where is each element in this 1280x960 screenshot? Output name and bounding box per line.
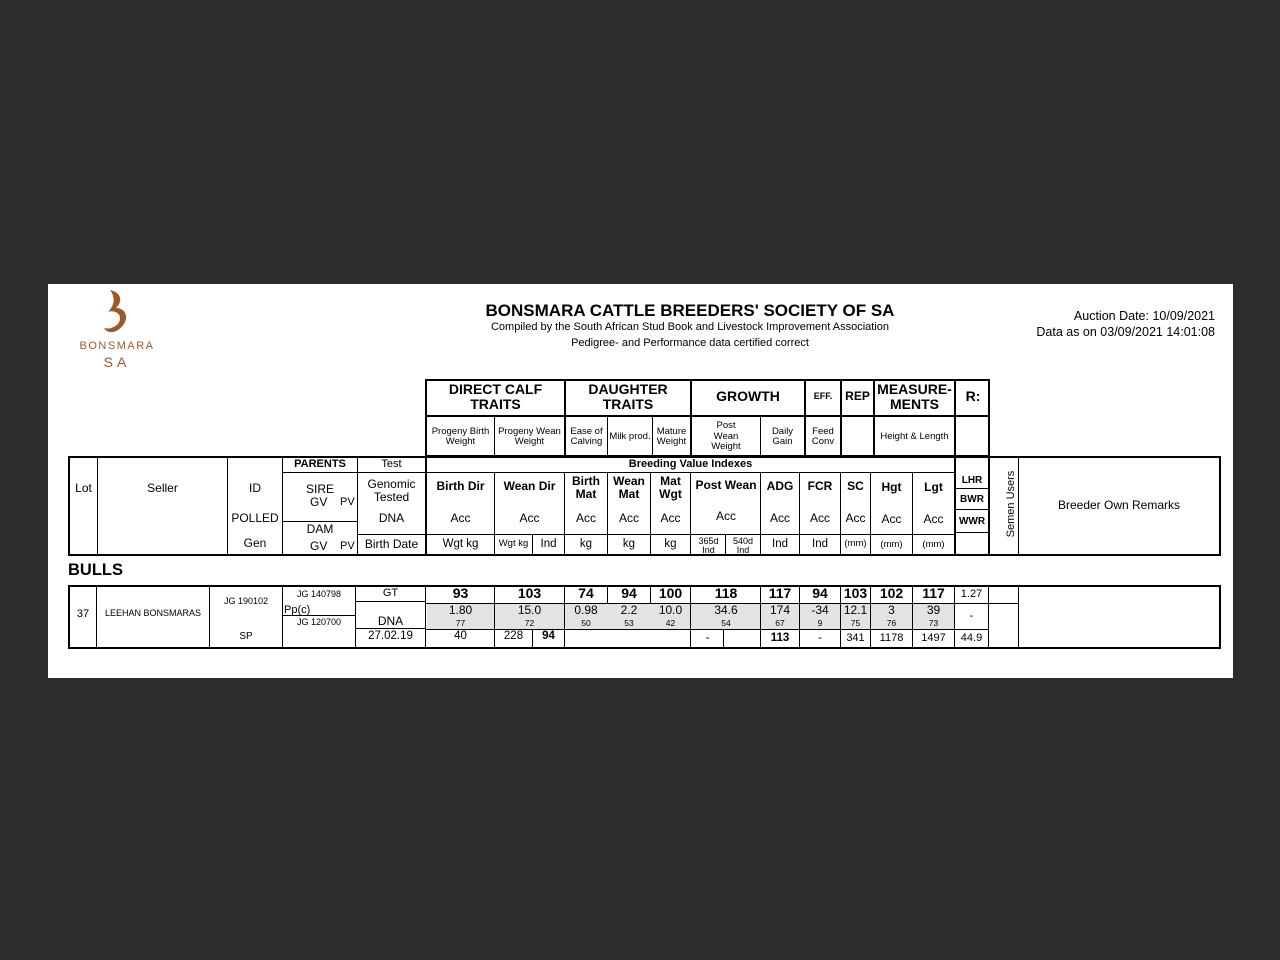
col-dna: DNA	[378, 511, 405, 526]
acc-post-wean: Acc	[715, 509, 736, 524]
col-parents: PARENTS	[294, 457, 346, 470]
phen-hgt: 1178	[879, 631, 904, 644]
unit-mat-wgt: kg	[664, 538, 677, 551]
phen-365d: -	[705, 631, 710, 644]
col-remarks: Breeder Own Remarks	[1057, 498, 1181, 513]
sub-mature-weight: Mature Weight	[656, 425, 687, 447]
ebv-lhr: 1.27	[960, 587, 983, 600]
bv-adg: 174	[769, 603, 791, 618]
col-wwr: WWR	[958, 515, 986, 527]
accv-wean-dir: 72	[524, 617, 535, 628]
catalogue-sheet	[48, 284, 1233, 678]
group-direct-calf: DIRECT CALF TRAITS	[448, 380, 543, 412]
unit-sc-mm: (mm)	[844, 538, 867, 550]
unit-adg-ind: Ind	[772, 538, 788, 551]
accv-adg: 67	[775, 617, 785, 628]
accv-sc: 75	[850, 617, 861, 628]
col-dam: DAM	[306, 522, 334, 537]
row-birth-date: 27.02.19	[368, 630, 413, 643]
unit-540d: 540d Ind	[732, 535, 754, 555]
unit-wean-wgt: Wgt kg	[498, 538, 529, 550]
page-title: BONSMARA CATTLE BREEDERS' SOCIETY OF SA	[485, 301, 895, 320]
col-wean-mat: Wean Mat	[613, 473, 645, 501]
group-eff: EFF.	[813, 391, 833, 402]
unit-365d: 365d Ind	[698, 535, 719, 555]
accv-mat-wgt: 42	[665, 617, 676, 628]
subtitle-1: Compiled by the South African Stud Book and Livestock Improvement Association	[490, 321, 890, 333]
bv-wean-mat: 2.2	[620, 603, 638, 618]
logo-sa-text: SA	[103, 354, 131, 370]
bv-wean-dir: 15.0	[517, 603, 542, 618]
col-birth-dir: Birth Dir	[436, 479, 485, 494]
col-mat-wgt: Mat Wgt	[659, 473, 682, 501]
col-bwr: BWR	[960, 493, 984, 505]
breeding-value-indexes: Breeding Value Indexes	[628, 457, 753, 470]
acc-hgt: Acc	[881, 512, 902, 527]
accv-fcr: 9	[817, 617, 823, 628]
col-sc: SC	[847, 479, 864, 494]
dam-pv: PV	[340, 540, 355, 552]
ebv-mat-wgt: 100	[658, 585, 683, 602]
acc-sc: Acc	[845, 511, 866, 526]
auction-date: Auction Date: 10/09/2021	[1073, 309, 1215, 323]
sub-height-length: Height & Length	[880, 430, 949, 442]
ebv-birth-mat: 74	[578, 585, 594, 602]
accv-birth-dir: 77	[455, 617, 466, 628]
sire-gv: GV	[310, 495, 328, 509]
col-lgt: Lgt	[924, 480, 943, 495]
logo-text: BONSMARA	[79, 340, 155, 352]
col-sire: SIRE	[305, 482, 334, 497]
unit-lgt-mm: (mm)	[922, 539, 945, 551]
unit-wean-mat: kg	[622, 538, 636, 551]
row-seller: LEEHAN BONSMARAS	[104, 608, 202, 619]
bv-birth-mat: 0.98	[574, 603, 598, 618]
ebv-wean-mat: 94	[621, 585, 637, 602]
phen-wwr: 44.9	[960, 631, 983, 644]
dam-gv: GV	[310, 539, 328, 553]
sub-ease-of-calving: Ease of Calving	[570, 425, 603, 447]
row-gen: SP	[239, 630, 253, 642]
bv-bwr: -	[969, 609, 974, 622]
sub-daily-gain: Daily Gain	[771, 425, 794, 447]
col-genomic-tested: Genomic Tested	[367, 476, 416, 504]
phen-wean-wgt: 228	[503, 629, 524, 642]
unit-birth-mat: kg	[579, 538, 593, 551]
row-lot: 37	[76, 607, 90, 620]
sub-post-wean-weight: Post Wean Weight	[711, 420, 741, 453]
row-sire: JG 140798	[296, 589, 342, 600]
acc-birth-mat: Acc	[575, 511, 596, 526]
row-polled: Pp(c)	[284, 604, 311, 616]
bonsmara-logo-icon	[98, 286, 138, 338]
group-daughter: DAUGHTER TRAITS	[588, 380, 668, 412]
data-as-on: Data as on 03/09/2021 14:01:08	[1036, 325, 1215, 339]
accv-wean-mat: 53	[624, 617, 634, 628]
row-dam: JG 120700	[296, 617, 342, 628]
group-r: R:	[965, 388, 981, 405]
bv-sc: 12.1	[843, 603, 868, 618]
acc-wean-mat: Acc	[618, 511, 639, 526]
phen-wean-ind: 94	[542, 629, 555, 642]
sire-pv: PV	[340, 496, 355, 508]
sub-feed-conv: Feed Conv	[811, 425, 835, 447]
ebv-fcr: 94	[812, 585, 828, 602]
accv-lgt: 73	[928, 617, 939, 628]
bv-fcr: -34	[811, 603, 829, 618]
col-birth-date: Birth Date	[364, 536, 419, 551]
sub-milk-prod: Milk prod.	[609, 430, 651, 442]
row-test: GT	[382, 587, 399, 600]
col-lhr: LHR	[961, 474, 983, 486]
col-seller: Seller	[147, 481, 178, 496]
ebv-sc: 103	[843, 585, 868, 602]
col-polled: POLLED	[231, 511, 279, 526]
col-lot: Lot	[75, 481, 92, 496]
col-fcr: FCR	[807, 479, 833, 494]
ebv-adg: 117	[768, 585, 792, 602]
group-growth: GROWTH	[716, 388, 780, 405]
row-dna: DNA	[377, 613, 404, 628]
bv-hgt: 3	[888, 603, 895, 618]
ebv-lgt: 117	[922, 585, 945, 602]
unit-wean-ind: Ind	[540, 538, 557, 551]
bv-mat-wgt: 10.0	[658, 603, 683, 618]
accv-hgt: 76	[886, 617, 897, 628]
ebv-post-wean: 118	[714, 585, 738, 602]
ebv-birth-dir: 93	[452, 585, 469, 602]
unit-birth-wgt: Wgt kg	[442, 538, 479, 551]
bv-lgt: 39	[926, 603, 941, 618]
col-hgt: Hgt	[881, 480, 902, 495]
acc-wean-dir: Acc	[519, 511, 540, 526]
phen-lgt: 1497	[921, 631, 946, 644]
col-id: ID	[249, 481, 261, 496]
group-measurements: MEASURE- MENTS	[877, 380, 952, 412]
col-birth-mat: Birth Mat	[572, 473, 600, 501]
phen-adg-ind: 113	[770, 631, 790, 644]
sub-progeny-birth-weight: Progeny Birth Weight	[431, 425, 490, 447]
row-id: JG 190102	[223, 596, 269, 607]
col-wean-dir: Wean Dir	[503, 479, 556, 494]
section-bulls: BULLS	[68, 561, 123, 579]
bv-post-wean: 34.6	[714, 603, 738, 618]
col-adg: ADG	[766, 479, 794, 494]
ebv-hgt: 102	[879, 585, 904, 602]
subtitle-2: Pedigree- and Performance data certified correct	[571, 337, 809, 349]
col-semen-users: Semen Users	[1005, 470, 1017, 538]
accv-post-wean: 54	[721, 617, 731, 628]
bv-birth-dir: 1.80	[448, 603, 473, 618]
acc-lgt: Acc	[923, 512, 944, 527]
col-test: Test	[381, 457, 402, 470]
col-post-wean: Post Wean	[695, 478, 757, 493]
acc-adg: Acc	[769, 511, 790, 526]
phen-sc: 341	[846, 631, 865, 644]
ebv-wean-dir: 103	[517, 585, 542, 602]
acc-mat-wgt: Acc	[660, 511, 681, 526]
sub-progeny-wean-weight: Progeny Wean Weight	[498, 425, 561, 447]
accv-birth-mat: 50	[581, 617, 591, 628]
acc-fcr: Acc	[809, 511, 830, 526]
group-rep: REP	[845, 389, 870, 404]
unit-hgt-mm: (mm)	[880, 539, 903, 551]
unit-fcr-ind: Ind	[812, 538, 828, 551]
phen-fcr-ind: -	[818, 631, 822, 644]
phen-birth-wgt: 40	[454, 629, 467, 642]
col-gen: Gen	[243, 536, 267, 551]
acc-birth-dir: Acc	[450, 511, 471, 526]
